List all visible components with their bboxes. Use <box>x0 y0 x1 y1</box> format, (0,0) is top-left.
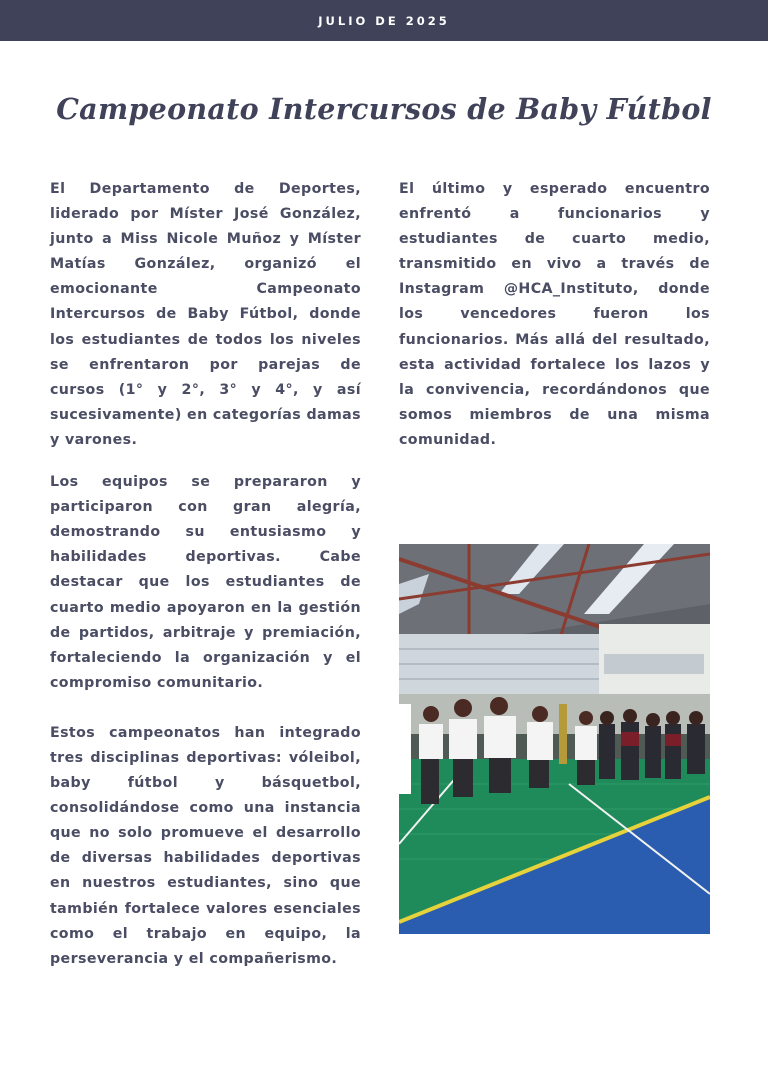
left-column <box>50 177 361 972</box>
header-bar <box>0 0 768 41</box>
paragraph-final-match: El último y esperado encuentro enfrentó a funcionarios y estudiantes de cuarto medio, transmitido en vivo a través de Instagram @HCA_Instituto, donde los vencedores fueron los funcionarios. Más allá del resultado, esta actividad fortalece los lazos y la convivencia, recordándonos que somos miembros de una misma comunidad. <box>399 181 710 448</box>
paragraph-disciplines: Estos campeonatos han integrado tres disciplinas deportivas: vóleibol, baby fútbol y básquetbol, consolidándose como una instancia que no solo promueve el desarrollo de diversas habilidades deportivas en nuestros estudiantes, sino que también fortalece valores esenciales como el trabajo en equipo, la perseverancia y el compañerismo. <box>50 724 361 967</box>
paragraph-teams: Los equipos se prepararon y participaron con gran alegría, demostrando su entusiasmo y habilidades deportivas. Cabe destacar que los estudiantes de cuarto medio apoyaron en la gestión de partidos, arbitraje y premiación, fortaleciendo la organización y el compromiso comunitario. <box>50 474 361 691</box>
issue-date: JULIO DE 2025 <box>318 13 450 28</box>
article-title: Campeonato Intercursos de Baby Fútbol <box>56 92 712 126</box>
gym-scene-illustration <box>399 544 710 934</box>
gym-group-photo <box>399 544 710 934</box>
right-column <box>399 177 710 453</box>
paragraph-organization: El Departamento de Deportes, liderado por Míster José González, junto a Miss Nicole Muñoz y Míster Matías González, organizó el emocionante Campeonato Intercursos de Baby Fútbol, donde los estudiantes de todos los niveles se enfrentaron por parejas de cursos (1° y 2°, 3° y 4°, y así sucesivamente) en categorías damas y varones. <box>50 181 361 448</box>
